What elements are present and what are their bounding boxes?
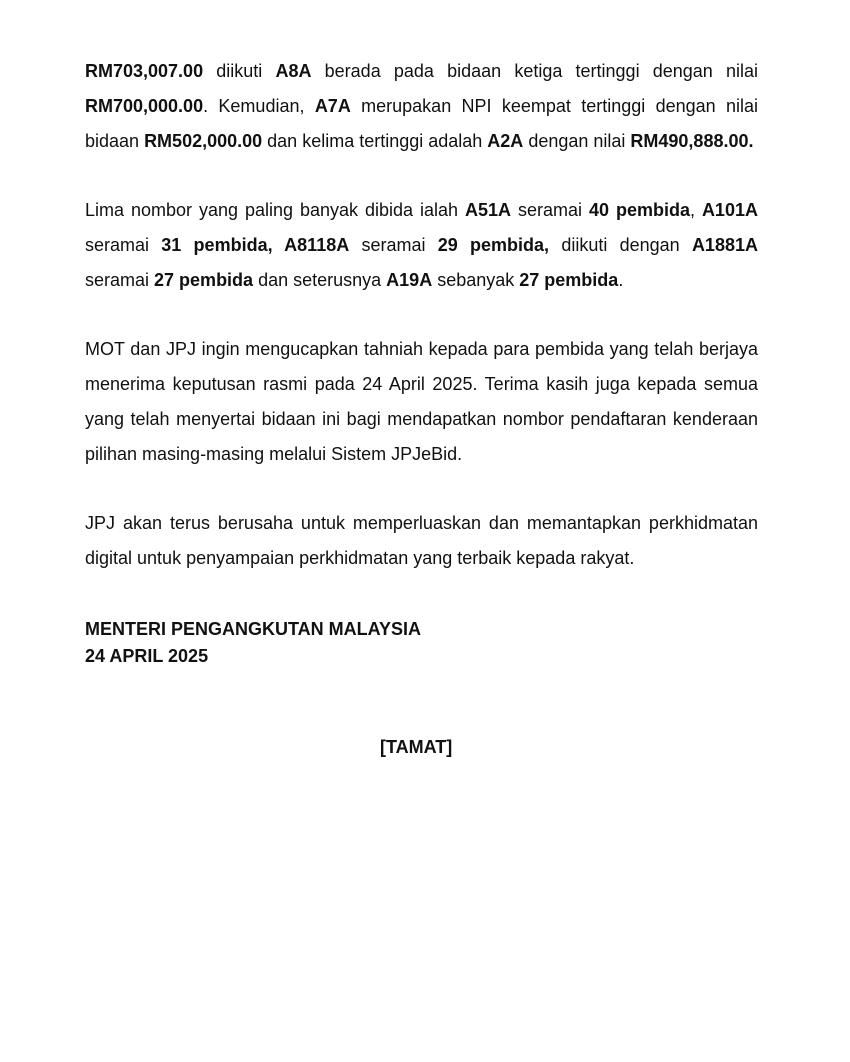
ministry-name: MENTERI PENGANGKUTAN MALAYSIA — [85, 619, 422, 639]
text-run: dan kelima tertinggi adalah — [262, 131, 488, 151]
bold-text: A7A — [314, 96, 351, 116]
release-date: 24 APRIL 2025 — [85, 646, 209, 666]
bold-text: RM700,000.00 — [85, 96, 204, 116]
text-run: dengan nilai — [523, 131, 631, 151]
text-run: seramai — [511, 200, 589, 220]
text-run: . Kemudian, — [203, 96, 315, 116]
bold-text: RM703,007.00 — [85, 61, 204, 81]
text-run: Lima nombor yang paling banyak dibida ialah — [85, 200, 465, 220]
bold-text: A51A — [464, 200, 512, 220]
text-run: MOT dan JPJ ingin mengucapkan tahniah kepada para pembida yang telah berjaya menerima keputusan rasmi pada 24 April 2025. Terima kasih juga kepada semua yang telah menyertai bidaan ini bagi mendapatkan nombor pendaftaran kenderaan pilihan masing-masing melalui Sistem JPJeBid. — [85, 339, 758, 464]
text-run: seramai — [85, 235, 162, 255]
text-run: seramai — [349, 235, 438, 255]
bold-text: A101A — [701, 200, 758, 220]
press-release-body — [85, 54, 758, 670]
end-marker: [TAMAT] — [380, 737, 453, 757]
paragraph-list — [85, 54, 758, 576]
text-run: sebanyak — [432, 270, 520, 290]
paragraph-commitment — [85, 506, 758, 576]
text-run: berada pada bidaan ketiga tertinggi dengan nilai — [311, 61, 758, 81]
signature-block — [85, 616, 758, 670]
paragraph-congratulations — [85, 332, 758, 472]
text-run: dan seterusnya — [253, 270, 387, 290]
bold-text: A8A — [275, 61, 312, 81]
text-run: , — [689, 200, 702, 220]
bold-text: 31 pembida, A8118A — [161, 235, 350, 255]
bold-text: A2A — [487, 131, 524, 151]
bold-text: RM502,000.00 — [144, 131, 263, 151]
bold-text: A1881A — [691, 235, 758, 255]
bold-text: 40 pembida — [588, 200, 690, 220]
bold-text: 27 pembida — [154, 270, 254, 290]
bold-text: 29 pembida, — [437, 235, 550, 255]
paragraph-top-bids — [85, 54, 758, 159]
bold-text: RM490,888.00. — [630, 131, 754, 151]
bold-text: 27 pembida — [519, 270, 619, 290]
text-run: merupakan NPI keempat tertinggi dengan nilai bidaan — [85, 96, 758, 151]
paragraph-most-bid — [85, 193, 758, 298]
text-run: diikuti dengan — [549, 235, 692, 255]
text-run: JPJ akan terus berusaha untuk memperluaskan dan memantapkan perkhidmatan digital untuk penyampaian perkhidmatan yang terbaik kepada rakyat. — [85, 513, 758, 568]
text-run: diikuti — [203, 61, 276, 81]
text-run: seramai — [85, 270, 155, 290]
bold-text: A19A — [386, 270, 433, 290]
text-run: . — [618, 270, 624, 290]
